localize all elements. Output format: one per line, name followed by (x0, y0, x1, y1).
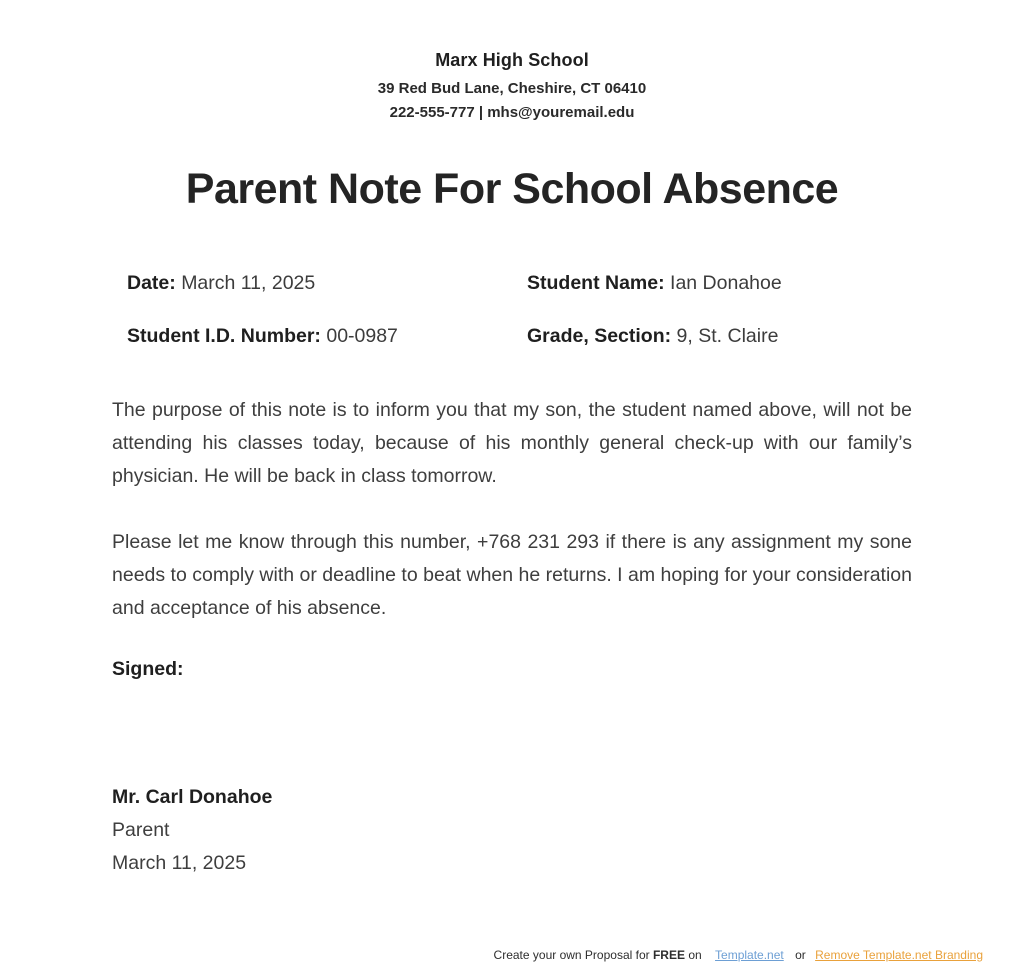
school-name: Marx High School (435, 50, 589, 70)
school-contact: 222-555-777 | mhs@youremail.edu (389, 104, 635, 121)
field-student-name (527, 272, 912, 295)
footer-free-text: FREE (652, 948, 685, 962)
field-student-name-label: Student Name: (527, 272, 665, 294)
school-header (112, 50, 912, 121)
signature-block (112, 781, 912, 880)
page-title: Parent Note For School Absence (185, 165, 839, 213)
footer-on-text: on (688, 948, 702, 962)
paragraph-2: Please let me know through this number, +768 231 293 if there is any assignment my sone needs to comply with or deadline to beat when he returns. I am hoping for your consideration and acceptance of his absence. (112, 531, 912, 619)
school-address: 39 Red Bud Lane, Cheshire, CT 06410 (377, 80, 647, 97)
field-student-id-value: 00-0987 (326, 325, 398, 347)
signature-name: Mr. Carl Donahoe (112, 786, 273, 808)
field-grade-section-label: Grade, Section: (527, 325, 672, 347)
field-grade-section (527, 325, 912, 348)
paragraph-1: The purpose of this note is to inform you that my son, the student named above, will not be attending his classes today, because of his monthly general check-up with our family’s physician. He will be back in class tomorrow. (112, 399, 912, 487)
field-student-name-value: Ian Donahoe (670, 272, 782, 294)
fields-grid (112, 272, 912, 348)
field-date-label: Date: (127, 272, 176, 294)
field-date (127, 272, 527, 295)
signature-date: March 11, 2025 (112, 852, 247, 874)
field-student-id-label: Student I.D. Number: (127, 325, 321, 347)
field-grade-section-value: 9, St. Claire (676, 325, 779, 347)
signed-label: Signed: (112, 658, 184, 680)
footer-prefix: Create your own Proposal for (493, 948, 650, 962)
field-date-value: March 11, 2025 (181, 272, 316, 294)
field-student-id (127, 325, 527, 348)
footer-or-text: or (795, 948, 806, 962)
letter-body (112, 394, 912, 625)
branding-footer (494, 948, 983, 962)
template-net-link[interactable]: Template.net (715, 948, 784, 962)
signature-role: Parent (112, 819, 170, 841)
remove-branding-link[interactable]: Remove Template.net Branding (815, 948, 983, 962)
